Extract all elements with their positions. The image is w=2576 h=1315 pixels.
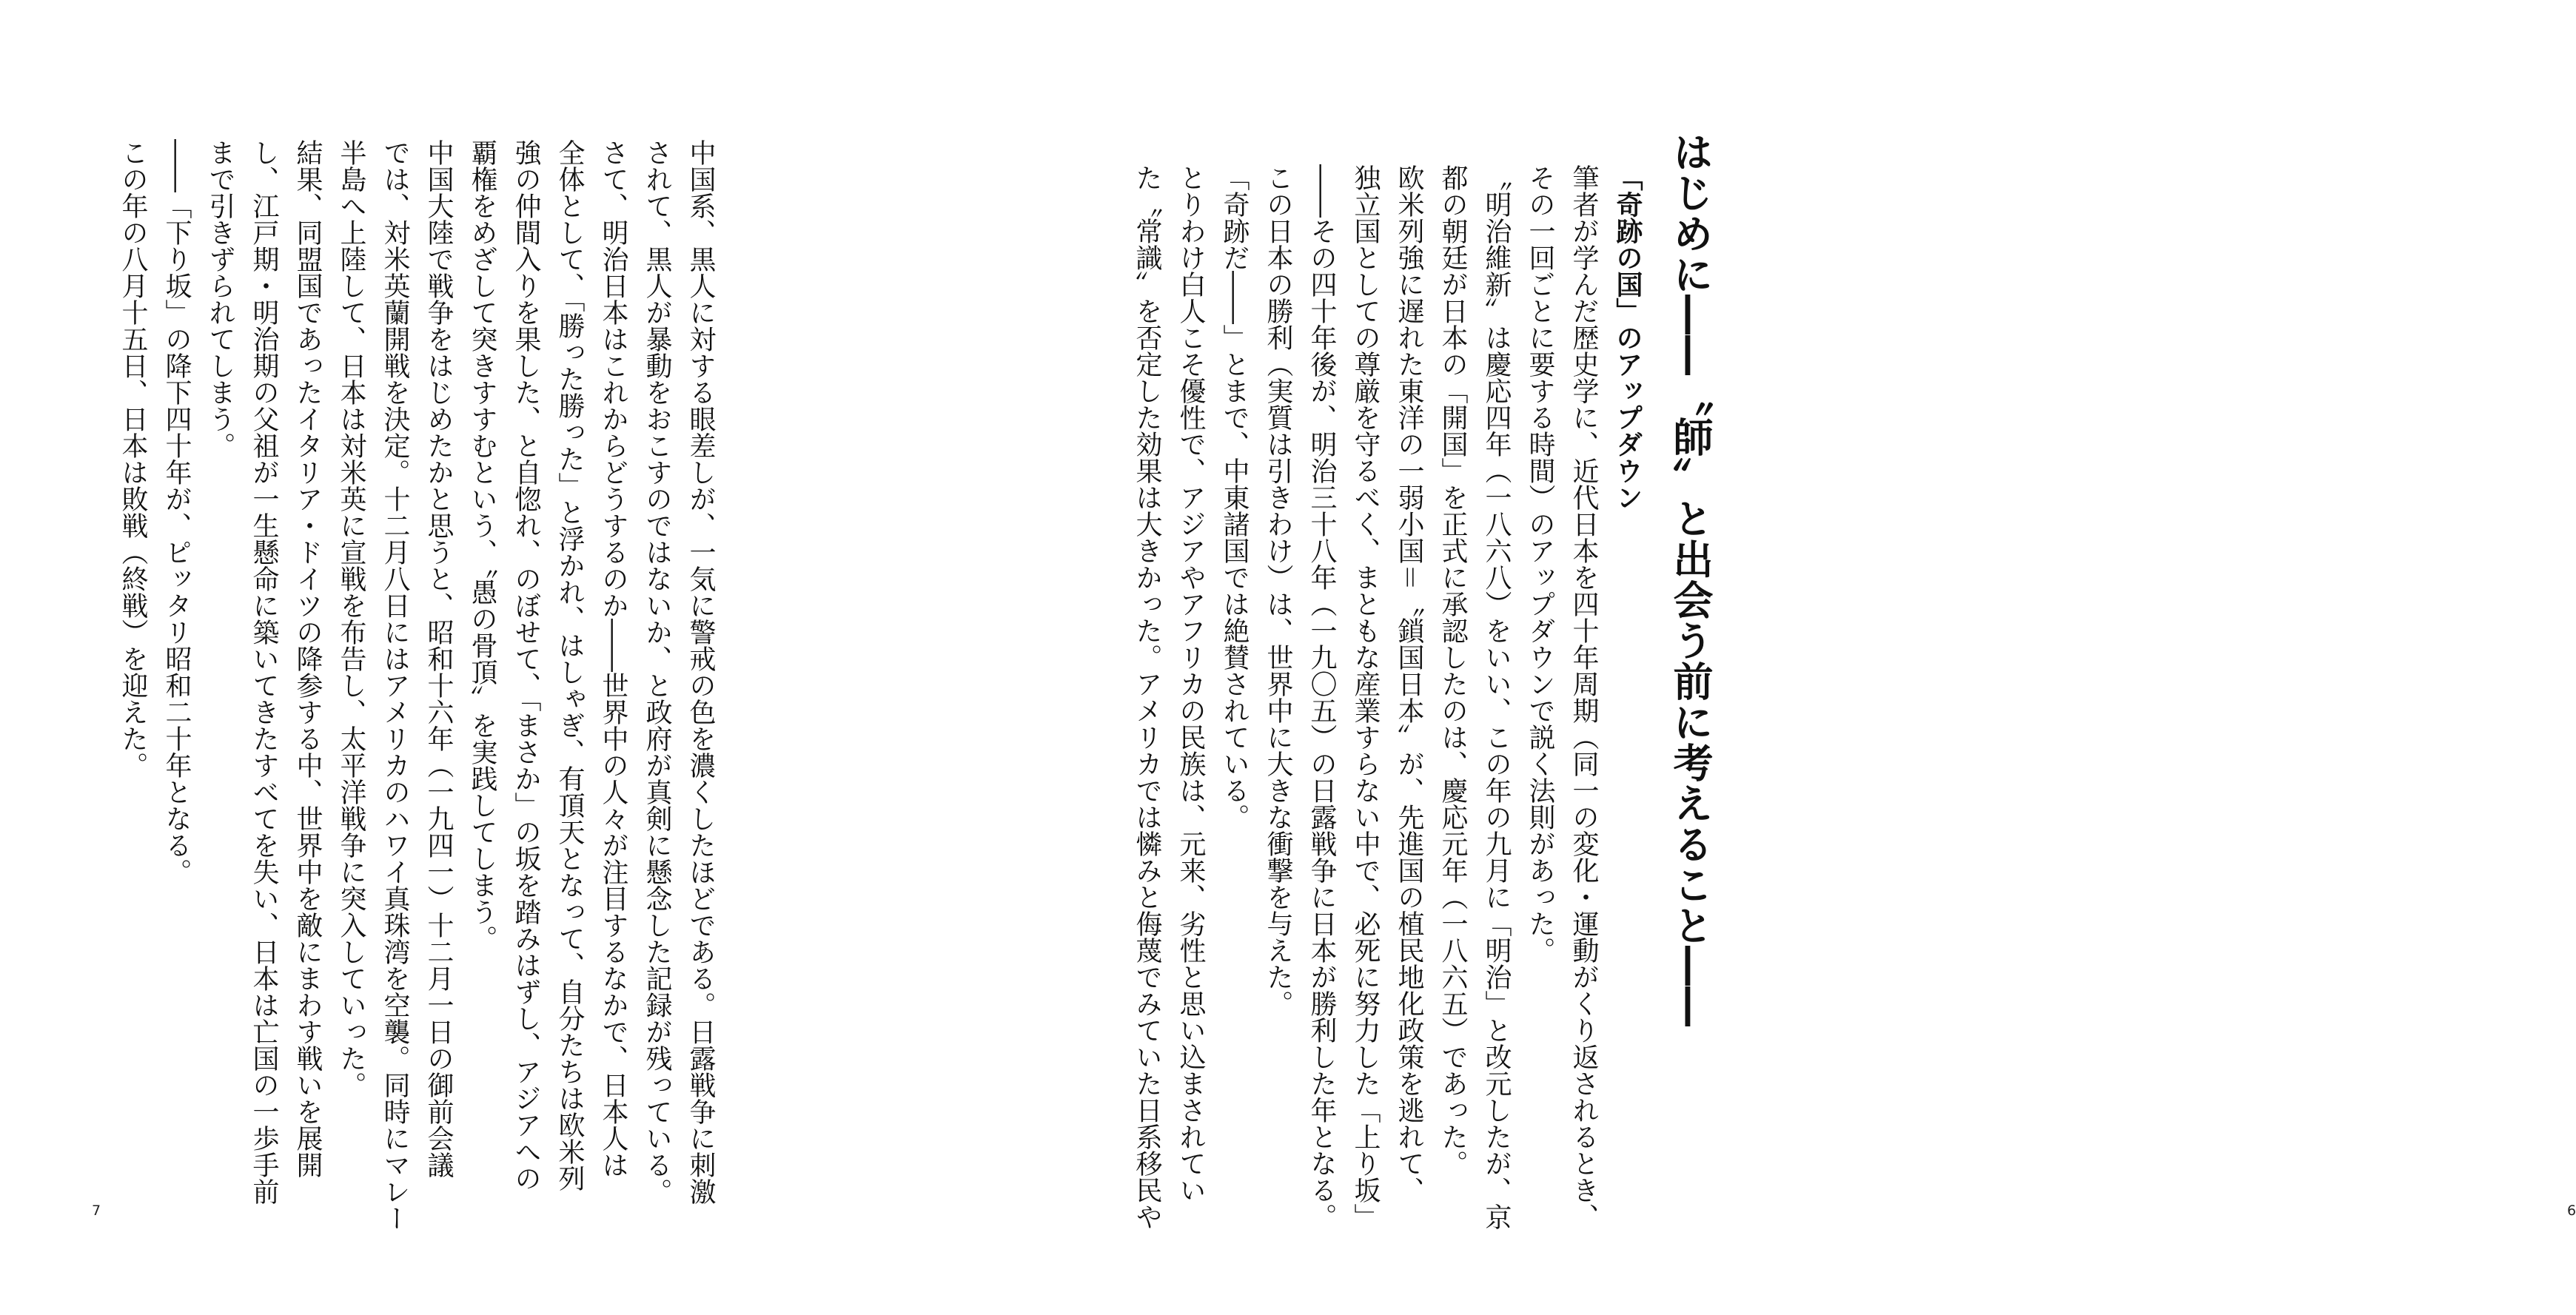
body-line: 欧米列強に遅れた東洋の一弱小国＝〝鎖国日本〟が、先進国の植民地化政策を逃れて、 [1394, 164, 1424, 1203]
body-line: この日本の勝利（実質は引きわけ）は、世界中に大きな衝撃を与えた。 [1263, 164, 1293, 1017]
body-line: 強の仲間入りを果した、と自惚れ、のぼせて、「まさか」の坂を踏みはずし、アジアへの [511, 139, 541, 1191]
page-number: 6 [2567, 1203, 2576, 1219]
body-line: されて、黒人が暴動をおこすのではないか、と政府が真剣に懸念した記録が残っている。 [642, 139, 672, 1205]
body-line: 全体として、「勝った勝った」と浮かれ、はしゃぎ、有頂天となって、自分たちは欧米列 [554, 139, 585, 1191]
body-line: 半島へ上陸して、日本は対米英に宣戦を布告し、太平洋戦争に突入していった。 [336, 139, 366, 1098]
right-page [888, 0, 2576, 1315]
body-line: ――「下り坂」の降下四十年が、ピッタリ昭和二十年となる。 [161, 139, 192, 885]
body-line: まで引きずられてしまう。 [205, 139, 235, 459]
section-heading: 「奇跡の国」のアップダウン [1612, 164, 1643, 511]
body-line: 「奇跡だ――」とまで、中東諸国では絶賛されている。 [1219, 164, 1250, 830]
left-page-body [111, 139, 722, 1231]
body-line: 〝明治維新〟は慶応四年（一八六八）をいい、この年の九月に「明治」と改元したが、京 [1481, 164, 1512, 1230]
body-line: 独立国としての尊厳を守るべく、まともな産業すらない中で、必死に努力した「上り坂」 [1350, 164, 1381, 1230]
body-line: 都の朝廷が日本の「開国」を正式に承認したのは、慶応元年（一八六五）であった。 [1438, 164, 1468, 1177]
body-line: ――その四十年後が、明治三十八年（一九〇五）の日露戦争に日本が勝利した年となる。 [1307, 164, 1337, 1230]
body-line: 筆者が学んだ歴史学に、近代日本を四十年周期（同一の変化・運動がくり返されるとき、 [1569, 164, 1599, 1230]
right-page-body [1125, 164, 1649, 1230]
body-line: 中国大陸で戦争をはじめたかと思うと、昭和十六年（一九四一）十二月一日の御前会議 [423, 139, 454, 1178]
body-line: さて、明治日本はこれからどうするのか――世界中の人々が注目するなかで、日本人は [598, 139, 628, 1178]
body-line: その一回ごとに要する時間）のアップダウンで説く法則があった。 [1525, 164, 1555, 963]
chapter-title: はじめに――〝師〟と出会う前に考えること―― [1667, 132, 1714, 1027]
body-line: 覇権をめざして突きすすむという、〝愚の骨頂〟を実践してしまう。 [467, 139, 497, 952]
body-line: この年の八月十五日、日本は敗戦（終戦）を迎えた。 [118, 139, 148, 778]
body-line: 結果、同盟国であったイタリア・ドイツの降参する中、世界中を敵にまわす戦いを展開 [292, 139, 323, 1178]
page-number: 7 [92, 1203, 101, 1219]
body-line: では、対米英蘭開戦を決定。十二月八日にはアメリカのハワイ真珠湾を空襲。同時にマレー [380, 139, 410, 1231]
body-line: た〝常識〟を否定した効果は大きかった。アメリカでは憐みと侮蔑でみていた日系移民や [1132, 164, 1162, 1230]
left-page [0, 0, 888, 1315]
body-line: とりわけ白人こそ優性で、アジアやアフリカの民族は、元来、劣性と思い込まされてい [1175, 164, 1206, 1203]
body-line: し、江戸期・明治期の父祖が一生懸命に築いてきたすべてを失い、日本は亡国の一歩手前 [249, 139, 279, 1205]
body-line: 中国系、黒人に対する眼差しが、一気に警戒の色を濃くしたほどである。日露戦争に刺激 [685, 139, 716, 1205]
